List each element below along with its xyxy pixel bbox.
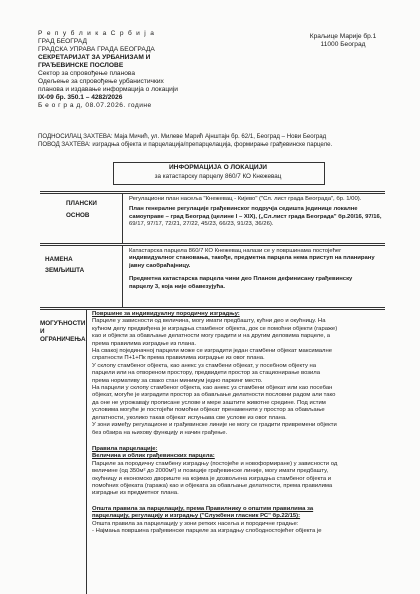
header-line: планова и издавање информација о локацији bbox=[38, 86, 178, 93]
document-subtitle: за катастарску парцелу 860/7 КО Кнежевац bbox=[154, 173, 282, 180]
plan-basis-text: Регулациони план насеља "Кнежевац - Кијево" ("Сл. лист града Београда", бр. 1/00). План генералне регулације грађевинског подручја седишта јединице локалне самоуправе – град Београд (целине I – XIX), („Сл.лист града Београда" бр.20/16, 97/16, 69/17, 97/17, 72/21, 27/22, 45/23, 66/23, 91/23, 36/26). bbox=[129, 196, 382, 228]
reference-number: IX-09 бр. 350.1 – 4282/2026 bbox=[38, 94, 123, 101]
address-city: 11000 Београд bbox=[320, 41, 366, 49]
header-line: Одељење за спровођење урбанистичких bbox=[38, 78, 164, 85]
section-heading: Правила парцелације: bbox=[92, 445, 158, 452]
header-line: ГРАД БЕОГРАД bbox=[38, 38, 87, 45]
land-use-text: Катастарска парцела 860/7 КО Кнежевац налази се у површинама постојећег индивидуалног становања, такође, предметна парцела нема приступ на планирану јавну саобраћајницу. Предметна катастарска парцела чини део Планом дефинисану грађевинску парцелу 3, која није обавезујућа. bbox=[129, 248, 375, 290]
plan-basis-label: ПЛАНСКИ ОСНОВ bbox=[66, 200, 97, 219]
header-line: Сектор за спровођење планова bbox=[38, 70, 136, 77]
section-heading: парцелацију, регулацију и изградњу ("Службени гласник РС" бр.22/15): bbox=[92, 513, 301, 520]
document-title: ИНФОРМАЦИЈА О ЛОКАЦИЈИ bbox=[168, 164, 268, 171]
options-limits-text: Површине за индивидуалну породичну изградњу: Парцеле у зависности од величина, могу имати предбашту, кућни део и окућницу. На кућном делу предвиђена је изградња стамбеног објекта, док се помоћни објекти (гараже) као и објекти за обављање делатности могу градити и на другим деловима парцеле, а према правилима изградње из плана. На свакој појединачној парцели може се изградити један стамбени објекат максималне спратности П+1+Пк према правилима изградње из овог плана. У склопу стамбеног објекта, као анекс уз стамбени објекат, у посебном објекту на парцели или на отвореном простору, предвидети простор за стационирање возила према нормативу за свако стан минимум једно паркинг место. На парцели у склопу стамбеног објекта, као анекс уз стамбени објекат или као посебан објекат, могуће је изградити простор за обављање делатности пословни радом али тако да оне не угрожавају прописане услове и мере заштите животне средине. Под истим условима могуће је постојећи помоћни објекат пренаменити у простор за обављање делатности, уколико такав објекат испуњава све услове из овог плана. У зони између регулационе и грађевинске линије не могу се градити привремени објекти без обзира на њихову функцију и начин грађење. Правила парцелације: Величина и облик грађевинских парцела: Парцеле за породичну стамбену изградњу (постојеће и новоформиране) у зависности од величине (од 350м² до 2000м²) и позиције грађевинске линије, могу имати предбашту, окућницу и економско двориште на којима је дозвољена изградња стамбеног објекта и помоћних објеката (гаража) као и објеката за обављање делатности, према правилима изградње из предметног плана. Општа правила за парцелацију, према Правилнику о општим правилима за парцелацију, регулацију и изградњу ("Службени гласник РС" бр.22/15): Општа правила за парцелацију у зони ретких насеља и породичне градње: - Најмања површина грађевинске парцеле за изградњу слободностојећег објекта је bbox=[92, 311, 385, 535]
section-heading: Општа правила за парцелацију, према Правилнику о општим правилима за bbox=[92, 505, 314, 512]
applicant-line: ПОДНОСИЛАЦ ЗАХТЕВА: Маја Мичић, ул. Милеве Марић Ајнштајн бр. 62/1, Београд – Нови Београд bbox=[38, 133, 327, 140]
header-line: ГРАЂЕВИНСКЕ ПОСЛОВЕ bbox=[38, 62, 124, 69]
header-line: Р е п у б л и к а С р б и ј а bbox=[38, 30, 156, 37]
request-reason-line: ПОВОД ЗАХТЕВА: изградња објекта и парцелација/препарцелација, формирање грађевинске парцеле. bbox=[38, 141, 333, 148]
address-block bbox=[298, 33, 388, 50]
header-line: ГРАДСКА УПРАВА ГРАДА БЕОГРАДА bbox=[38, 46, 155, 53]
land-use-label: НАМЕНА ЗЕМЉИШТА bbox=[45, 256, 85, 274]
issue-date: Б е о г р а д, 08.07.2026. године bbox=[38, 102, 152, 109]
options-limits-label: МОГУЋНОСТИ И ОГРАНИЧЕЊА bbox=[40, 320, 86, 343]
header-line: СЕКРЕТАРИЈАТ ЗА УРБАНИЗАМ И bbox=[38, 54, 151, 61]
address-street: Краљице Марије бр.1 bbox=[309, 33, 377, 40]
section-subheading: Величина и облик грађевинских парцела: bbox=[92, 453, 215, 460]
section-heading: Површине за индивидуалну породичну изградњу: bbox=[92, 311, 240, 317]
